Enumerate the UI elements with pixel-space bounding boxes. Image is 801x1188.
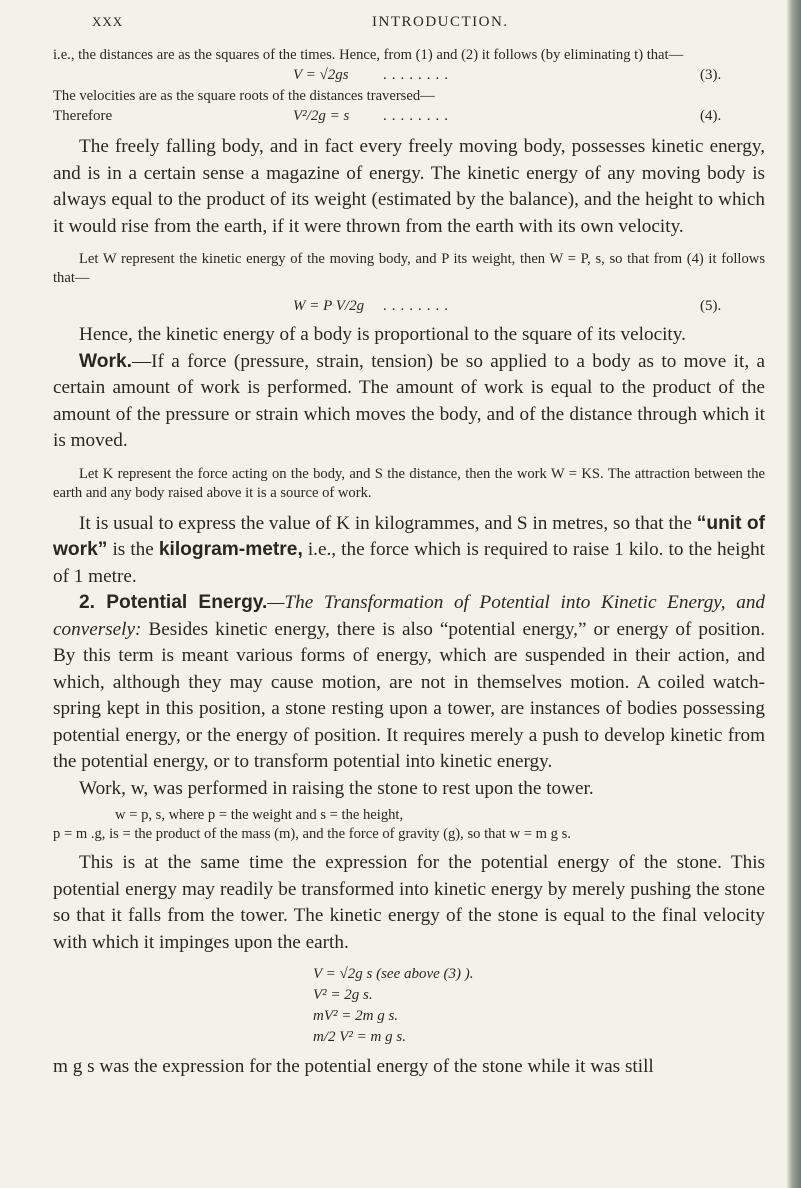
work-paragraph [53, 349, 765, 455]
equation-5-number: (5). [700, 298, 722, 314]
unit-text-2: is the [112, 539, 154, 560]
running-header [92, 14, 761, 34]
equation-3-number: (3). [700, 67, 722, 83]
equation-5-leader: ........ [383, 298, 453, 314]
derivation-line-4: m/2 V² = m g s. [313, 1029, 406, 1045]
let-k-text: Let K represent the force acting on the body, and S the distance, then the work W = KS. The attraction between the earth and any body raised above it is a source of work. [53, 465, 765, 501]
equation-4-number: (4). [700, 108, 722, 124]
potential-energy-text: Besides kinetic energy, there is also “potential energy,” or energy of position. By this term is meant various forms of energy, which are suspended in their action, and which, although they may cause motion, are not in themselves motion. A coiled watch-spring kept in this position, a stone resting upon a tower, are instances of bodies possessing potential energy, or the energy of position. It requires merely a push to develop kinetic from the potential energy, or to transform potential into kinetic energy. [53, 618, 765, 772]
page-number: XXX [92, 14, 124, 29]
small-equation-1: w = p, s, where p = the weight and s = the height, [115, 807, 404, 823]
equation-5-formula: W = P V/2g [293, 298, 365, 314]
kinetic-paragraph: The freely falling body, and in fact every freely moving body, possesses kinetic energy, and is in a certain sense a magazine of energy. The kinetic energy of any moving body is always equal to the product of its weight (estimated by the balance), and the height to which it would rise from the earth, if it were thrown from the earth with its own velocity. [53, 136, 765, 237]
derivation-line-1: V = √2g s (see above (3) ). [313, 966, 474, 982]
equation-3-leader: ........ [383, 67, 453, 83]
derivation-block [313, 964, 765, 1048]
work-w-paragraph: Work, w, was performed in raising the stone to rest upon the tower. [79, 777, 594, 799]
derivation-line-2: V² = 2g s. [313, 987, 373, 1003]
intro-text: i.e., the distances are as the squares of the times. Hence, from (1) and (2) it follows (by eliminating t) that— [53, 47, 684, 63]
running-title: INTRODUCTION. [372, 14, 509, 30]
let-w-text: Let W represent the kinetic energy of the moving body, and P its weight, then W = P, s, so that from (4) it follows that— [53, 251, 765, 286]
velocity-text: The velocities are as the square roots of the distances traversed— [53, 88, 435, 104]
equation-4 [53, 106, 765, 128]
equation-5 [53, 296, 765, 318]
kilogram-metre-term: kilogram-metre, [158, 539, 303, 560]
page-body [53, 46, 765, 1081]
potential-energy-subheading: —The Transformation of Potential into Kinetic Energy, and conversely: [53, 592, 766, 640]
work-title: Work. [79, 350, 132, 372]
potential-energy-heading: 2. Potential Energy. [79, 592, 268, 613]
unit-of-work-term: “unit of work” [53, 512, 765, 560]
equation-3-formula: V = √2gs [293, 67, 349, 83]
unit-text-3: i.e., the force which is required to raise 1 kilo. to the height of 1 metre. [53, 539, 765, 587]
unit-of-work-paragraph [53, 511, 765, 591]
potential-expression-paragraph: This is at the same time the expression for the potential energy of the stone. This potential energy may readily be transformed into kinetic energy by merely pushing the stone so that it falls from the tower. The kinetic energy of the stone is equal to the final velocity with which it impinges upon the earth. [53, 852, 765, 953]
page-binding-edge [787, 0, 801, 1188]
derivation-line-3: mV² = 2m g s. [313, 1008, 399, 1024]
kinetic-proportional-text: Hence, the kinetic energy of a body is proportional to the square of its velocity. [79, 324, 686, 345]
small-equation-2: p = m .g, is = the product of the mass (m), and the force of gravity (g), so that w = m g s. [53, 826, 571, 842]
final-line: m g s was the expression for the potential energy of the stone while it was still [53, 1056, 654, 1077]
equation-4-leader: ........ [383, 108, 453, 124]
therefore-label: Therefore [53, 108, 113, 124]
unit-text-1: It is usual to express the value of K in kilogrammes, and S in metres, so that the [79, 512, 692, 534]
equation-4-formula: V²/2g = s [293, 108, 350, 124]
potential-energy-paragraph [53, 590, 765, 776]
equation-3 [53, 65, 765, 87]
work-text: —If a force (pressure, strain, tension) be so applied to a body as to move it, a certain amount of work is performed. The amount of work is equal to the product of the amount of the pressure or strain which moves the body, and of the distance through which it is moved. [53, 350, 765, 451]
